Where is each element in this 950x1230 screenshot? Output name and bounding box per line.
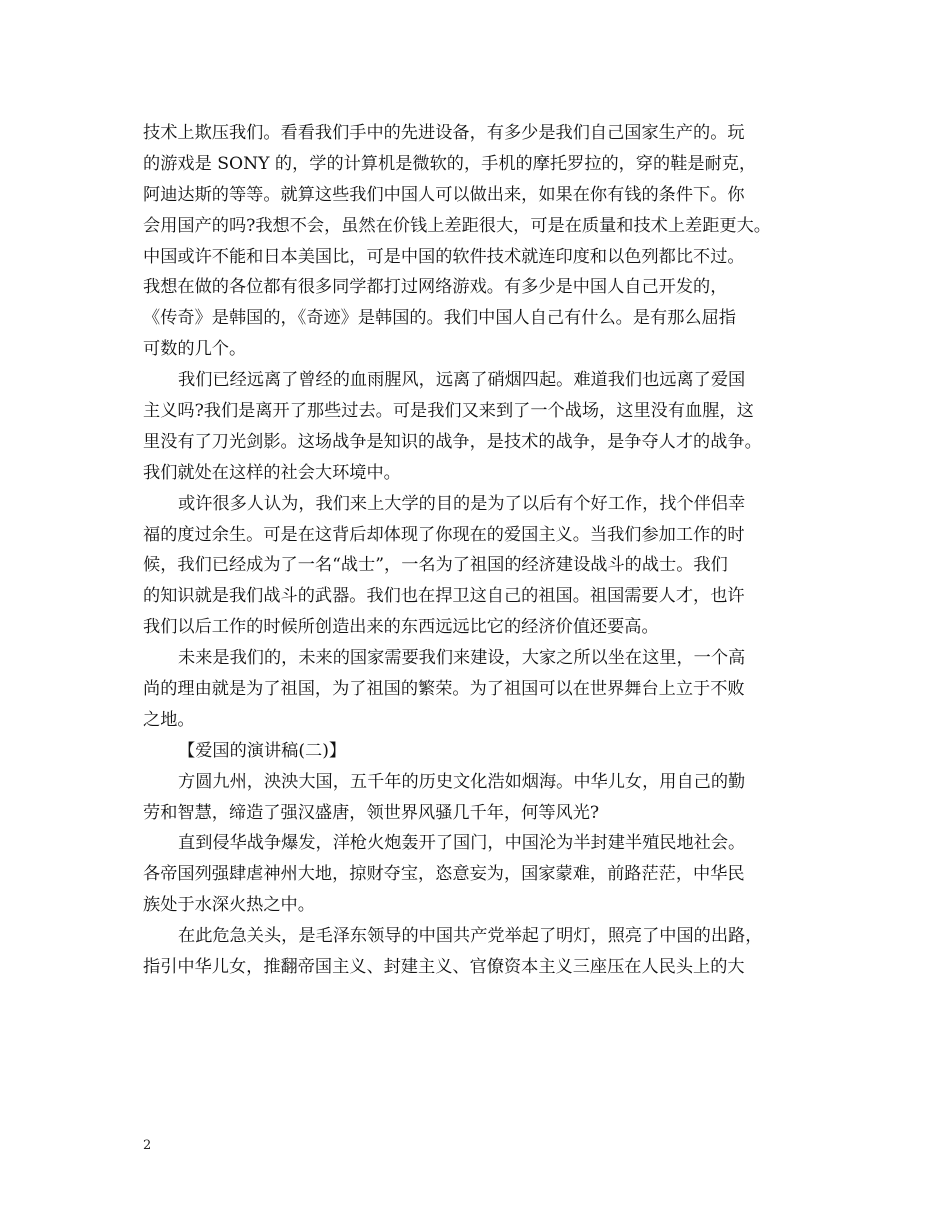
text-line: 【爱国的演讲稿(二)】: [178, 740, 347, 761]
text-line: 指引中华儿女，推翻帝国主义、封建主义、官僚资本主义三座压在人民头上的大: [143, 957, 745, 978]
text-line: 方圆九州，泱泱大国，五千年的历史文化浩如烟海。中华儿女，用自己的勤: [178, 771, 746, 792]
text-line: 我们以后工作的时候所创造出来的东西远远比它的经济价值还要高。: [143, 617, 659, 638]
document-body: [143, 118, 823, 983]
text-line: 族处于水深火热之中。: [143, 895, 315, 916]
text-line: 里没有了刀光剑影。这场战争是知识的战争，是技术的战争，是争夺人才的战争。: [143, 431, 762, 452]
text-line: 在此危急关头，是毛泽东领导的中国共产党举起了明灯，照亮了中国的出路，: [178, 926, 763, 947]
text-line: 《传奇》是韩国的，《奇迹》是韩国的。我们中国人自己有什么。是有那么屈指: [143, 308, 736, 329]
text-line: 福的度过余生。可是在这背后却体现了你现在的爱国主义。当我们参加工作的时: [143, 524, 745, 545]
text-line: 的游戏是 SONY 的，学的计算机是微软的，手机的摩托罗拉的，穿的鞋是耐克，: [143, 153, 757, 174]
text-line: 未来是我们的，未来的国家需要我们来建设，大家之所以坐在这里，一个高: [178, 648, 746, 669]
text-line: 各帝国列强肆虐神州大地，掠财夺宝，恣意妄为，国家蒙难，前路茫茫，中华民: [143, 864, 745, 885]
text-line: 直到侵华战争爆发，洋枪火炮轰开了国门，中国沦为半封建半殖民地社会。: [178, 833, 746, 854]
text-line: 劳和智慧，缔造了强汉盛唐，领世界风骚几千年，何等风光?: [143, 802, 600, 823]
text-line: 或许很多人认为，我们来上大学的目的是为了以后有个好工作，找个伴侣幸: [178, 493, 746, 514]
text-line: 我们就处在这样的社会大环境中。: [143, 462, 401, 483]
text-line: 之地。: [143, 709, 195, 730]
text-line: 可数的几个。: [143, 339, 247, 360]
text-line: 候，我们已经成为了一名“战士”，一名为了祖国的经济建设战斗的战士。我们: [143, 555, 728, 576]
text-line: 的知识就是我们战斗的武器。我们也在捍卫这自己的祖国。祖国需要人才，也许: [143, 586, 745, 607]
text-line: 中国或许不能和日本美国比，可是中国的软件技术就连印度和以色列都比不过。: [143, 246, 745, 267]
text-line: 主义吗?我们是离开了那些过去。可是我们又来到了一个战场，这里没有血腥，这: [143, 401, 754, 422]
text-line: 我们已经远离了曾经的血雨腥风，远离了硝烟四起。难道我们也远离了爱国: [178, 370, 746, 391]
page-number: 2: [143, 1138, 152, 1153]
text-line: 我想在做的各位都有很多同学都打过网络游戏。有多少是中国人自己开发的，: [143, 277, 728, 298]
text-line: 会用国产的吗?我想不会，虽然在价钱上差距很大，可是在质量和技术上差距更大。: [143, 215, 771, 236]
text-line: 尚的理由就是为了祖国，为了祖国的繁荣。为了祖国可以在世界舞台上立于不败: [143, 679, 745, 700]
text-line: 阿迪达斯的等等。就算这些我们中国人可以做出来，如果在你有钱的条件下。你: [143, 184, 745, 205]
text-line: 技术上欺压我们。看看我们手中的先进设备，有多少是我们自己国家生产的。玩: [143, 123, 745, 143]
